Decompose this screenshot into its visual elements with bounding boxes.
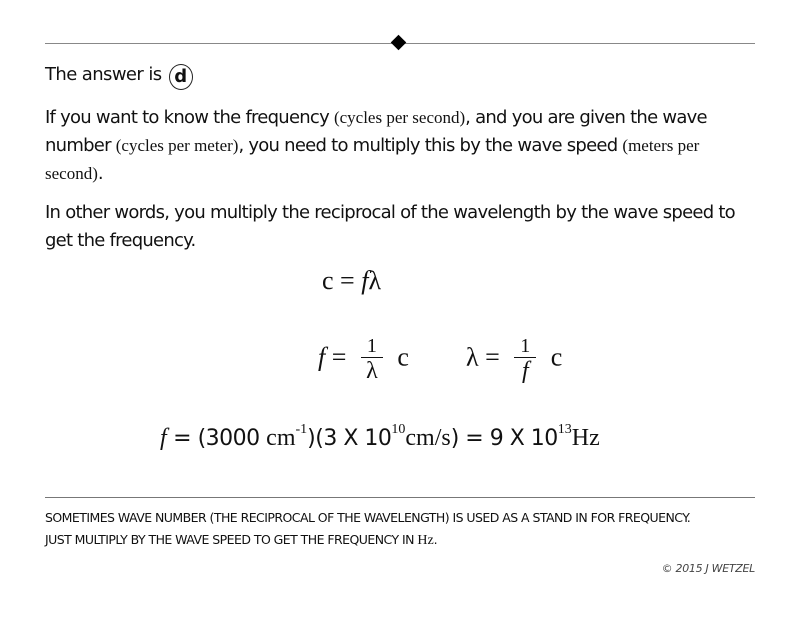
bottom-divider <box>45 497 755 498</box>
denominator: λ <box>366 358 378 384</box>
text: . <box>433 532 438 547</box>
denominator: f <box>521 358 529 384</box>
explanation-paragraph-1 <box>45 104 757 188</box>
eq-term: f <box>318 342 326 372</box>
eq-sign: = <box>166 426 198 451</box>
footnote-line-1: SOMETIMES WAVE NUMBER (THE RECIPROCAL OF THE WAVELENGTH) IS USED AS A STAND IN FOR FREQUENCY. <box>45 510 691 525</box>
eq-exponent: -1 <box>295 422 308 437</box>
eq-result: 9 X 10 <box>489 426 558 451</box>
diamond-ornament-icon <box>391 35 407 51</box>
equation-wave-speed <box>322 266 381 296</box>
eq-unit: cm/s <box>405 425 451 451</box>
footnote <box>45 507 765 552</box>
text: , you need to multiply this by the wave speed <box>238 135 623 156</box>
unit-note: (cycles per second) <box>333 108 466 127</box>
eq-exponent: 10 <box>391 422 406 437</box>
footnote-line-2 <box>45 529 765 552</box>
text: . <box>97 163 103 184</box>
text: If you want to know the frequency <box>45 107 334 128</box>
equation-frequency <box>318 335 409 384</box>
eq-term: c <box>322 266 334 295</box>
answer-letter-circled: d <box>169 64 193 90</box>
answer-line <box>45 64 193 90</box>
text: JUST MULTIPLY BY THE WAVE SPEED TO GET THE FREQUENCY IN <box>45 532 418 547</box>
explanation-paragraph-2: In other words, you multiply the reciprocal of the wavelength by the wave speed to get the frequency. <box>45 202 735 251</box>
numerator: 1 <box>514 335 536 358</box>
unit-note: (meters per second) <box>45 136 700 183</box>
eq-sign: = <box>478 342 507 372</box>
eq-exponent: 13 <box>557 422 572 437</box>
copyright: © 2015 J WETZEL <box>661 562 755 575</box>
equation-calculation <box>160 422 600 452</box>
answer-prefix: The answer is <box>45 64 162 85</box>
eq-term: f <box>160 425 167 451</box>
eq-term: ) = <box>450 426 490 451</box>
eq-term: )(3 X 10 <box>307 426 392 451</box>
fraction <box>514 335 536 384</box>
equation-wavelength <box>466 335 562 384</box>
eq-term: c <box>397 342 409 372</box>
eq-unit: Hz <box>571 425 600 451</box>
unit: Hz <box>417 533 434 548</box>
numerator: 1 <box>361 335 383 358</box>
eq-term: f <box>361 266 369 295</box>
fraction <box>361 335 383 384</box>
eq-term: c <box>550 342 563 372</box>
eq-term: λ <box>368 266 382 295</box>
eq-sign: = <box>333 266 362 295</box>
eq-term: (3000 <box>197 426 267 451</box>
eq-term: λ <box>466 342 479 372</box>
eq-unit: cm <box>266 425 296 451</box>
text: , and you are given the wave number <box>45 107 707 156</box>
eq-sign: = <box>325 342 353 372</box>
unit-note: (cycles per meter) <box>115 136 239 155</box>
